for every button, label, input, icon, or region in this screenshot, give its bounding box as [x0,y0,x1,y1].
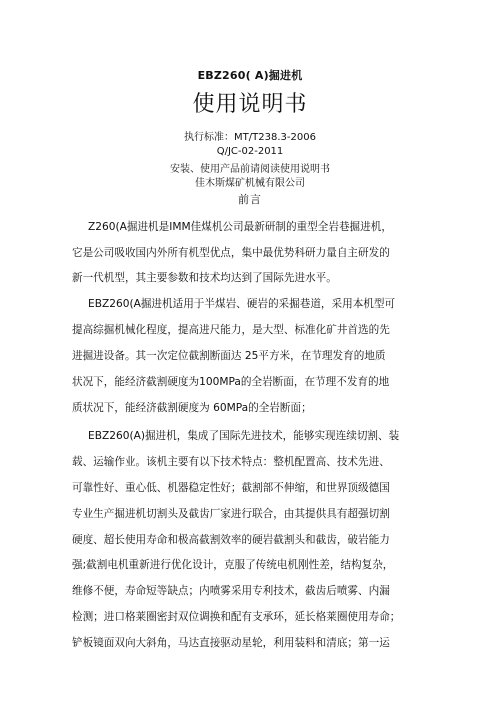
company-name: 佳木斯煤矿机械有限公司 [195,178,305,189]
body-line: 它是公司吸收国内外所有机型优点，集中最优势科研力量自主研发的 [72,247,390,259]
body-line: 强;截割电机重新进行优化设计，克服了传统电机刚性差，结构复杂， [72,559,394,571]
body-line: EBZ260(A)掘进机，集成了国际先进技术，能够实现连续切割、装 [88,430,400,442]
document-code: Q/JC-02-2011 [216,146,284,157]
body-line: EBZ260(A掘进机适用于半煤岩、硬岩的采掘巷道，采用本机型可 [88,298,396,310]
body-line: 检测；进口格莱圈密封双位调换和配有支承环，延长格莱圈使用寿命； [72,611,401,623]
preface-heading: 前言 [238,193,262,206]
body-line: 提高综掘机械化程度，提高进尺能力，是大型、标准化矿井首选的先 [72,324,390,336]
body-line: 硬度、超长使用寿命和极高截割效率的硬岩截割头和截齿，破岩能力 [72,534,390,546]
reading-notice: 安装、使用产品前请阅读使用说明书 [170,164,330,175]
body-line: 专业生产掘进机切割头及截齿厂家进行联合，由其提供具有超强切割 [72,508,390,520]
body-line: 载、运输作业。该机主要有以下技术特点：整机配置高、技术先进、 [72,456,390,468]
standard-line: 执行标准：MT/T238.3-2006 [184,132,316,143]
body-line: 进掘进设备。其一次定位截割断面达 25平方米，在节理发育的地质 [72,350,386,362]
product-model: EBZ260( A)掘进机 [197,69,303,82]
document-title: 使用说明书 [192,92,308,117]
body-line: 铲板镜面双向大斜角，马达直接驱动星轮，利用装料和清底；第一运 [72,637,390,649]
body-line: 可靠性好、重心低、机器稳定性好；截割部不伸缩，和世界顶级德国 [72,482,390,494]
body-line: Z260(A掘进机是IMM佳煤机公司最新研制的重型全岩巷掘进机， [88,221,392,233]
body-line: 维修不便，寿命短等缺点；内喷雾采用专利技术，截齿后喷雾、内漏 [72,585,390,597]
body-line: 质状况下，能经济截割硬度为 60MPa的全岩断面； [72,402,312,414]
body-line: 新一代机型，其主要参数和技术均达到了国际先进水平。 [72,272,337,284]
body-line: 状况下，能经济截割硬度为100MPa的全岩断面，在节理不发育的地 [72,376,390,388]
